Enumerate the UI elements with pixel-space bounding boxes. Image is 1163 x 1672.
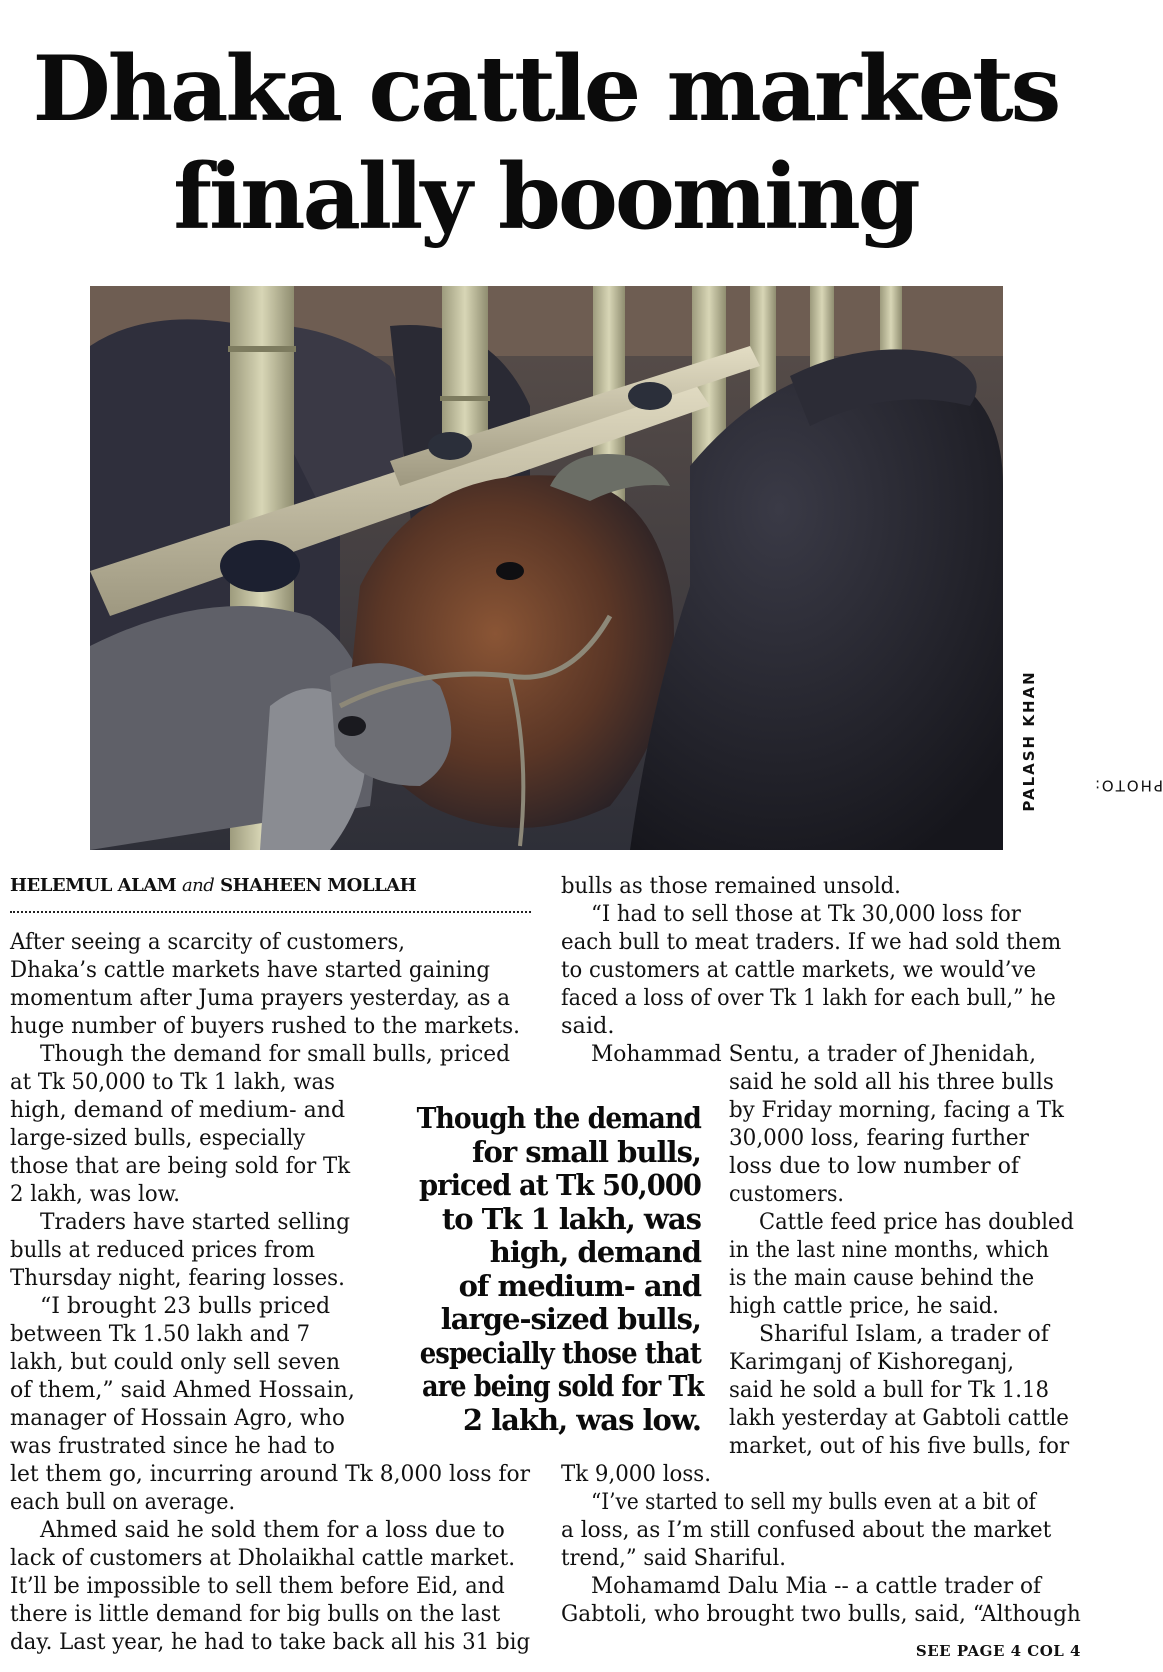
text-line: customers.	[729, 1181, 845, 1207]
text-line: each bull on average.	[10, 1489, 236, 1515]
text-line: “I brought 23 bulls priced	[40, 1293, 331, 1319]
text-line: momentum after Juma prayers yesterday, as a	[10, 985, 511, 1011]
headline-line-1: Dhaka cattle markets	[32, 36, 1059, 142]
text-line: lack of customers at Dholaikhal cattle market.	[10, 1545, 516, 1571]
text-line: Shariful Islam, a trader of	[759, 1321, 1049, 1347]
text-line: manager of Hossain Agro, who	[10, 1405, 345, 1431]
byline-conjunction: and	[181, 875, 215, 896]
pull-quote-line: of medium- and	[458, 1268, 701, 1303]
text-line: large-sized bulls, especially	[10, 1125, 306, 1151]
byline-author-2: SHAHEEN MOLLAH	[220, 875, 417, 896]
text-line: Karimganj of Kishoreganj,	[729, 1349, 1015, 1375]
text-line: loss due to low number of	[729, 1153, 1020, 1179]
text-line: It’ll be impossible to sell them before Eid, and	[10, 1573, 505, 1599]
text-line: lakh, but could only sell seven	[10, 1349, 341, 1375]
text-line: high, demand of medium- and	[10, 1097, 346, 1123]
news-photo	[90, 286, 1003, 850]
pull-quote-line: high, demand	[489, 1235, 701, 1269]
text-line: to customers at cattle markets, we would’ve	[561, 957, 1036, 983]
text-line: Though the demand for small bulls, priced	[40, 1041, 511, 1067]
text-line: bulls at reduced prices from	[10, 1237, 316, 1263]
byline-author-1: HELEMUL ALAM	[10, 875, 177, 896]
text-line: day. Last year, he had to take back all his 31 big	[10, 1629, 531, 1655]
text-line: Ahmed said he sold them for a loss due to	[40, 1517, 505, 1543]
pull-quote-line: to Tk 1 lakh, was	[441, 1201, 701, 1236]
pull-quote-line: especially those that	[419, 1335, 701, 1370]
text-line: let them go, incurring around Tk 8,000 loss for	[10, 1461, 531, 1487]
text-line: at Tk 50,000 to Tk 1 lakh, was	[10, 1069, 335, 1095]
text-line: lakh yesterday at Gabtoli cattle	[729, 1405, 1069, 1431]
text-line: those that are being sold for Tk	[10, 1153, 351, 1179]
pull-quote	[385, 1101, 704, 1437]
text-line: Mohamamd Dalu Mia -- a cattle trader of	[591, 1573, 1042, 1599]
text-line: Cattle feed price has doubled	[759, 1209, 1074, 1235]
text-line: 2 lakh, was low.	[10, 1181, 180, 1207]
pull-quote-line: for small bulls,	[472, 1134, 701, 1169]
text-line: each bull to meat traders. If we had sold them	[561, 929, 1062, 955]
text-line: said he sold a bull for Tk 1.18	[729, 1377, 1049, 1403]
text-line: by Friday morning, facing a Tk	[729, 1097, 1064, 1123]
text-line: of them,” said Ahmed Hossain,	[10, 1377, 355, 1403]
text-line: Tk 9,000 loss.	[561, 1461, 712, 1487]
text-line: market, out of his five bulls, for	[729, 1433, 1070, 1459]
text-line: After seeing a scarcity of customers,	[10, 929, 405, 955]
pull-quote-line: priced at Tk 50,000	[418, 1168, 701, 1202]
headline	[0, 35, 1091, 251]
text-line: 30,000 loss, fearing further	[729, 1125, 1029, 1151]
photo-credit-prefix: PHOTO:	[1093, 776, 1163, 795]
text-line: faced a loss of over Tk 1 lakh for each bull,” he	[561, 985, 1056, 1011]
text-line: between Tk 1.50 lakh and 7	[10, 1321, 311, 1347]
text-line: bulls as those remained unsold.	[561, 873, 901, 899]
text-line: in the last nine months, which	[729, 1237, 1049, 1263]
text-line: huge number of buyers rushed to the markets.	[10, 1013, 521, 1039]
text-line: said he sold all his three bulls	[729, 1069, 1054, 1095]
photo-credit	[1003, 633, 1163, 850]
text-line: said.	[561, 1013, 615, 1039]
headline-line-2: finally booming	[173, 144, 918, 250]
text-line: trend,” said Shariful.	[561, 1545, 786, 1571]
text-line: “I had to sell those at Tk 30,000 loss for	[591, 901, 1021, 927]
pull-quote-line: 2 lakh, was low.	[462, 1402, 701, 1437]
text-line: Gabtoli, who brought two bulls, said, “Although	[561, 1601, 1081, 1627]
pull-quote-line: are being sold for Tk	[421, 1369, 704, 1403]
text-line: “I’ve started to sell my bulls even at a bit of	[591, 1489, 1036, 1515]
text-line: Traders have started selling	[40, 1209, 350, 1235]
text-line: Dhaka’s cattle markets have started gaining	[10, 957, 491, 983]
pull-quote-line: Though the demand	[416, 1101, 701, 1135]
text-line: high cattle price, he said.	[729, 1293, 999, 1319]
jump-line: SEE PAGE 4 COL 4	[915, 1642, 1081, 1660]
photo-credit-name: PALASH KHAN	[1020, 670, 1038, 812]
text-line: Thursday night, fearing losses.	[10, 1265, 345, 1291]
cattle-photo-illustration	[90, 286, 1003, 850]
text-line: was frustrated since he had to	[10, 1433, 335, 1459]
byline-divider	[10, 911, 531, 913]
text-line: there is little demand for big bulls on the last	[10, 1601, 501, 1627]
pull-quote-line: large-sized bulls,	[440, 1302, 701, 1336]
byline	[10, 875, 530, 896]
text-line: is the main cause behind the	[729, 1265, 1035, 1291]
text-line: a loss, as I’m still confused about the market	[561, 1517, 1052, 1543]
text-line: Mohammad Sentu, a trader of Jhenidah,	[591, 1041, 1037, 1067]
